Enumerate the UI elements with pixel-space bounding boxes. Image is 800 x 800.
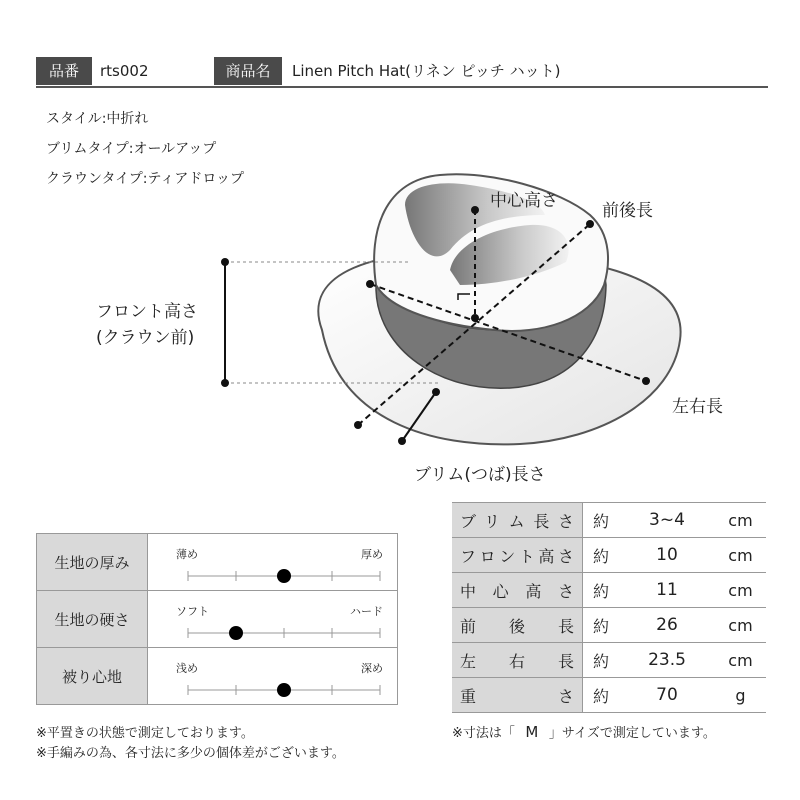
spec-approx: 約 (583, 538, 620, 573)
feel-scale (148, 591, 398, 647)
code-label: 品番 (36, 57, 92, 85)
spec-unit: cm (715, 503, 766, 538)
note-measure: ※平置きの状態で測定しております。 (36, 726, 254, 741)
spec-name: 左右長 (452, 643, 583, 678)
spec-name: 中心高さ (452, 573, 583, 608)
spec-row (452, 643, 766, 678)
spec-approx: 約 (583, 678, 620, 713)
spec-unit: g (715, 678, 766, 713)
feel-scale-cell (148, 591, 398, 648)
spec-approx: 約 (583, 573, 620, 608)
label-front-height: フロント高さ (96, 302, 198, 322)
spec-value: 11 (619, 573, 715, 608)
note-handmade: ※手編みの為、各寸法に多少の個体差がございます。 (36, 746, 345, 761)
feel-right-label: 厚め (361, 548, 383, 561)
feel-row (37, 591, 398, 648)
spec-row (452, 573, 766, 608)
feel-left-label: 浅め (176, 662, 198, 675)
spec-row (452, 538, 766, 573)
feel-level-dot (229, 626, 243, 640)
spec-unit: cm (715, 608, 766, 643)
attr-crown-type: クラウンタイプ:ティアドロップ (46, 171, 245, 187)
label-front-height-sub: (クラウン前) (96, 328, 195, 348)
spec-row (452, 678, 766, 713)
feel-scale (148, 648, 398, 704)
spec-value: 23.5 (619, 643, 715, 678)
note-size-suffix: 」サイズで測定しています。 (548, 726, 716, 741)
attr-brim-type: ブリムタイプ:オールアップ (46, 141, 217, 157)
feel-right-label: ハード (350, 605, 383, 618)
note-size-prefix: ※寸法は「 (452, 726, 515, 741)
spec-value: 70 (619, 678, 715, 713)
name-label: 商品名 (214, 57, 282, 85)
feel-row (37, 648, 398, 705)
spec-approx: 約 (583, 608, 620, 643)
label-center-height: 中心高さ (490, 191, 558, 211)
name-value: Linen Pitch Hat(リネン ピッチ ハット) (292, 62, 561, 80)
feel-right-label: 深め (361, 662, 383, 675)
spec-value: 26 (619, 608, 715, 643)
label-left-right: 左右長 (672, 397, 723, 417)
spec-row (452, 503, 766, 538)
note-size-value: M (525, 723, 539, 741)
feel-left-label: ソフト (176, 605, 209, 618)
spec-approx: 約 (583, 503, 620, 538)
feel-level-dot (277, 569, 291, 583)
spec-unit: cm (715, 643, 766, 678)
spec-unit: cm (715, 573, 766, 608)
feel-table (36, 533, 398, 705)
feel-scale (148, 534, 398, 590)
feel-scale-cell (148, 534, 398, 591)
feel-name: 被り心地 (37, 648, 148, 705)
spec-value: 3~4 (619, 503, 715, 538)
spec-row (452, 608, 766, 643)
spec-name: フロント高さ (452, 538, 583, 573)
label-brim-length: ブリム(つば)長さ (414, 465, 546, 485)
feel-level-dot (277, 683, 291, 697)
feel-name: 生地の硬さ (37, 591, 148, 648)
spec-approx: 約 (583, 643, 620, 678)
feel-row (37, 534, 398, 591)
feel-left-label: 薄め (176, 548, 198, 561)
label-front-back: 前後長 (602, 201, 653, 221)
spec-name: ブリム長さ (452, 503, 583, 538)
spec-value: 10 (619, 538, 715, 573)
code-value: rts002 (100, 62, 149, 80)
feel-scale-cell (148, 648, 398, 705)
spec-unit: cm (715, 538, 766, 573)
note-size (452, 722, 716, 741)
spec-name: 重さ (452, 678, 583, 713)
feel-name: 生地の厚み (37, 534, 148, 591)
attr-style: スタイル:中折れ (46, 111, 149, 127)
spec-name: 前後長 (452, 608, 583, 643)
spec-table (452, 502, 766, 713)
